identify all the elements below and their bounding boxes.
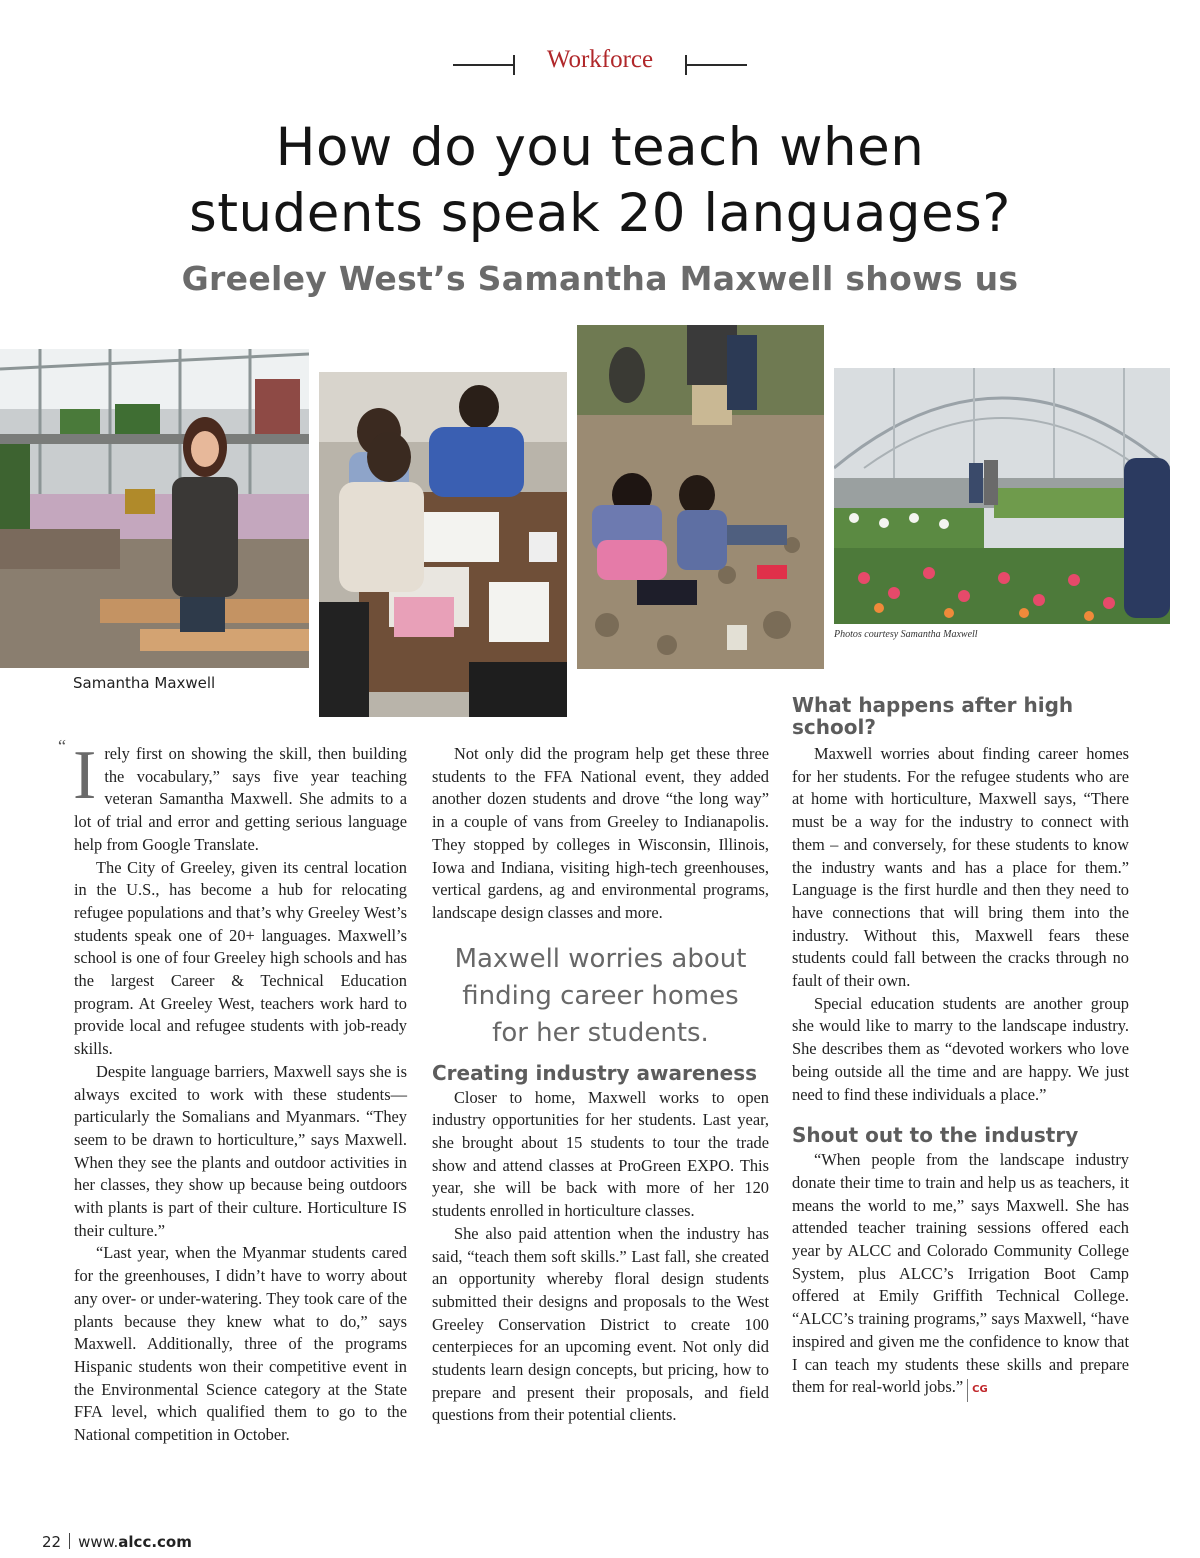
- subhead-industry-awareness: Creating industry awareness: [432, 1060, 758, 1085]
- article-column-1: [73, 737, 407, 1447]
- col3-p3-text: “When people from the landscape industry donate their time to train and help us as teachers, it means the world to me,” says Maxwell. She has attended teacher training sessions offered each year by ALCC and Colorado Community College System, plus ALCC’s Irrigation Boot Camp offered at Emily Griffith Technical College. “ALCC’s training programs,” says Maxwell, “have inspired and given me the confidence to know that I can teach my students these skills and prepare them for real-world jobs.”: [792, 1150, 1129, 1397]
- col3-paragraph-1: Maxwell worries about finding career homes for her students. For the refugee students who are at home with horticulture, Maxwell says, “There must be a way for the industry to connect with them – and conversely, for these students to know the industry wants and has a place for them.” Language is the first hurdle and then they need to have connections that will bring them into the industry. Without this, Maxwell fears these students could fall between the cracks through no fault of their own.: [792, 744, 1129, 991]
- photo-outdoor-planting: [577, 325, 824, 669]
- photo-caption: Samantha Maxwell: [73, 674, 216, 692]
- headline-line-1: How do you teach when: [275, 117, 925, 178]
- section-label: Workforce: [546, 46, 654, 73]
- open-quote: “: [58, 736, 66, 756]
- end-mark: CG: [967, 1379, 988, 1402]
- col3-paragraph-3: [792, 1149, 1129, 1402]
- subhead-after-high-school: What happens after high school?: [792, 693, 1074, 739]
- headline-line-2: students speak 20 languages?: [189, 183, 1011, 244]
- footer-url[interactable]: [78, 1533, 192, 1551]
- pull-quote-line-3: for her students.: [492, 1017, 709, 1048]
- col1-paragraph-2: The City of Greeley, given its central location in the U.S., has become a hub for relocating refugee populations and that’s why Greeley West’s students speak one of 20+ languages. Maxwell’s school is one of four Greeley high schools and has the largest Career & Technical Education program. At Greeley West, teachers work hard to provide local and refugee students with job-ready skills.: [74, 857, 407, 1059]
- footer-url-prefix: www.: [78, 1533, 119, 1551]
- col1-paragraph-3: Despite language barriers, Maxwell says she is always excited to work with these students—particularly the Somalians and Myanmars. “They seem to be drawn to horticulture,” says Maxwell. When they see the plants and outdoor activities in her classes, they show up because being outdoors with plants is part of their culture. Horticulture IS their culture.”: [74, 1061, 407, 1240]
- article-column-3: [792, 743, 1129, 1402]
- photo-greenhouse-portrait: [0, 349, 309, 668]
- col2-paragraph-3: She also paid attention when the industry has said, “teach them soft skills.” Last fall, she created an opportunity whereby floral design students submitted their designs and proposals to the West Greeley Conservation District to create 100 centerpieces for an upcoming event. Not only did students learn design concepts, but pricing, how to prepare and present their proposals, and field questions from their potential clients.: [432, 1223, 769, 1425]
- section-rule-right: [685, 64, 747, 66]
- section-rule-left: [453, 64, 515, 66]
- pull-quote: [432, 941, 769, 1052]
- pull-quote-line-2: finding career homes: [462, 980, 739, 1011]
- page-footer: [42, 1533, 192, 1551]
- photo-credit: Photos courtesy Samantha Maxwell: [834, 629, 978, 640]
- headline: [100, 115, 1100, 247]
- footer-url-domain: alcc.com: [118, 1533, 192, 1551]
- col1-paragraph-1: [73, 737, 407, 857]
- dropcap: I: [73, 737, 97, 814]
- pull-quote-line-1: Maxwell worries about: [454, 943, 747, 974]
- col1-p1-text: rely first on showing the skill, then building the vocabulary,” says five year teaching veteran Samantha Maxwell. She admits to a lot of trial and error and getting serious language help from Google Translate.: [74, 744, 407, 854]
- footer-divider: [69, 1533, 70, 1549]
- col1-paragraph-4: “Last year, when the Myanmar students cared for the greenhouses, I didn’t have to worry about any over- or under-watering. They took care of the plants because they knew what to do,” says Maxwell. Additionally, three of the programs Hispanic students won their competitive event in the Environmental Science category at the State FFA level, which qualified them to go to the National competition in October.: [74, 1243, 407, 1445]
- col2-paragraph-2: Closer to home, Maxwell works to open industry opportunities for her students. Last year, she brought about 15 students to tour the trade show and attend classes at ProGreen EXPO. This year, she will be back with more of her 120 students enrolled in horticulture classes.: [432, 1087, 769, 1221]
- photo-greenhouse-tunnel: [834, 368, 1170, 624]
- article-column-2: [432, 743, 769, 1427]
- page-number: 22: [42, 1533, 62, 1551]
- subhead-shout-out: Shout out to the industry: [792, 1123, 1079, 1148]
- col2-paragraph-1: Not only did the program help get these three students to the FFA National event, they added another dozen students and drove “the long way” in a couple of vans from Greeley to Indianapolis. They stopped by colleges in Wisconsin, Illinois, Iowa and Indiana, visiting high-tech greenhouses, vertical gardens, ag and environmental programs, landscape design classes and more.: [432, 744, 769, 922]
- section-tick-left: [513, 55, 515, 75]
- subheadline: Greeley West’s Samantha Maxwell shows us: [181, 259, 1019, 298]
- col3-paragraph-2: Special education students are another group she would like to marry to the landscape industry. She describes them as “devoted workers who love being outside all the time and are happy. We just need to find these individuals a place.”: [792, 993, 1129, 1104]
- photo-classroom: [319, 372, 567, 717]
